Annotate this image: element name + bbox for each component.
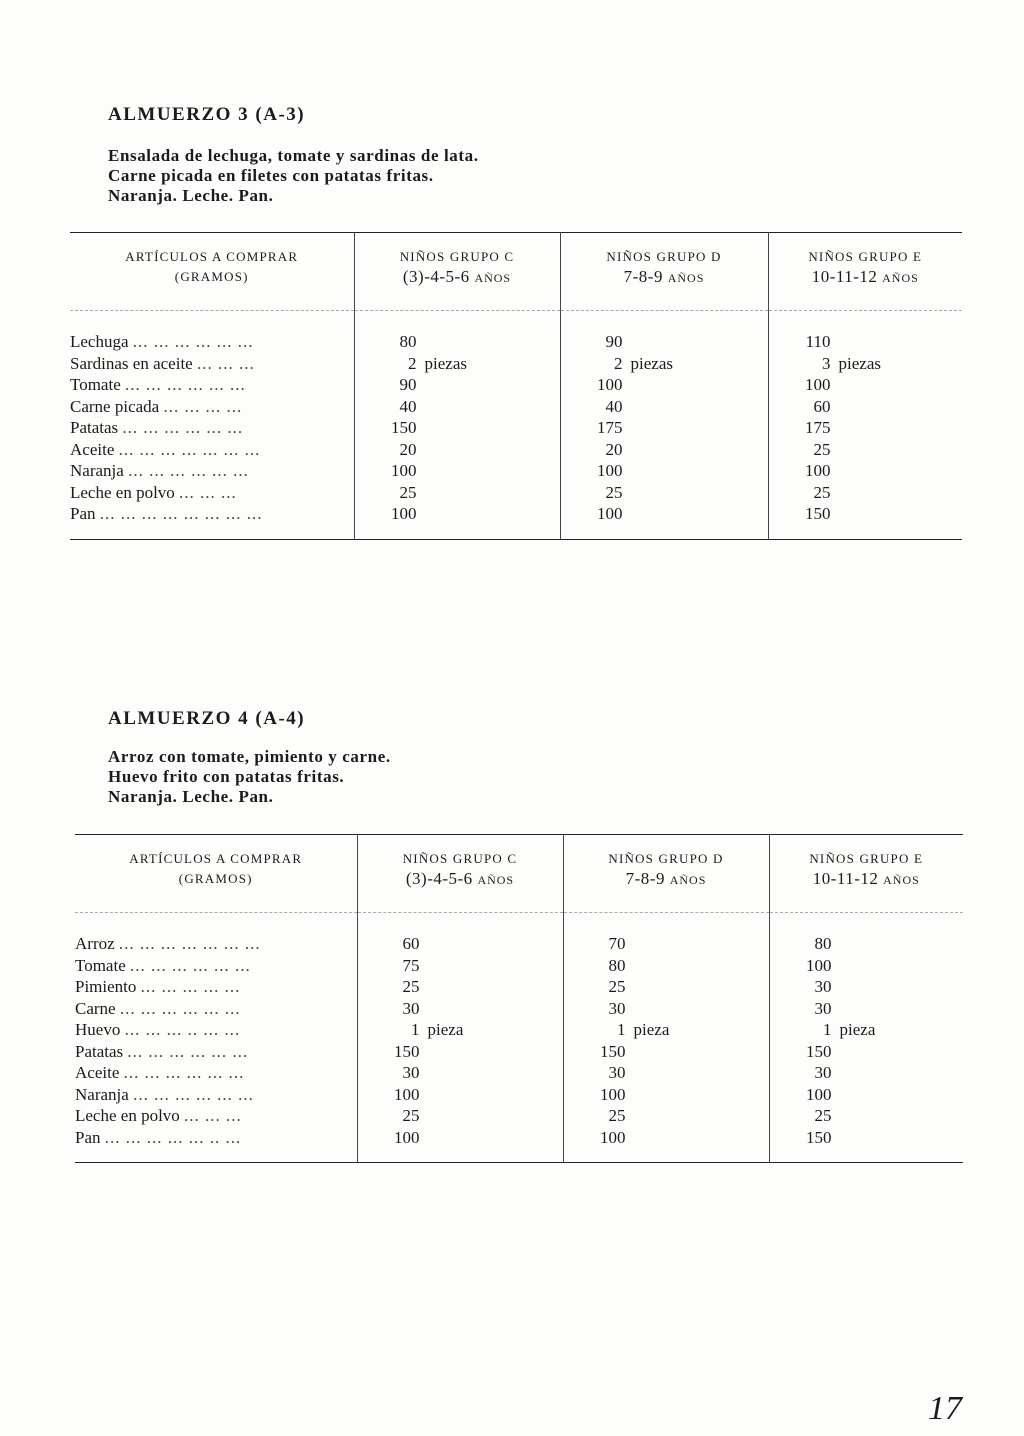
item-name: Tomate (75, 955, 126, 975)
leader-dots: ... ... ... ... ... .. ... (104, 1127, 242, 1147)
lunch4-menu-line: Arroz con tomate, pimiento y carne. (108, 747, 391, 766)
group-e-value: 150 (806, 1127, 832, 1147)
item-name: Naranja (70, 461, 124, 480)
leader-dots: ... ... ... ... ... ... (124, 375, 246, 394)
group-d-cell (563, 976, 769, 998)
leader-dots: ... ... ... ... ... ... ... ... (99, 504, 263, 523)
leader-dots: ... ... ... (179, 482, 237, 502)
group-c-cell (357, 913, 563, 955)
table-row (75, 998, 963, 1020)
group-d-value: 2 (614, 353, 623, 373)
group-e-value: 25 (813, 482, 831, 502)
item-cell (70, 417, 354, 439)
group-d-value: 1 (617, 1020, 626, 1039)
item-cell (75, 1019, 357, 1041)
table-row (70, 482, 962, 504)
table-row (70, 396, 962, 418)
header-articles-label: ARTÍCULOS A COMPRAR (129, 851, 303, 866)
leader-dots: ... ... ... ... ... (140, 977, 241, 996)
group-d-value: 90 (605, 332, 623, 351)
group-e-cell (769, 1019, 963, 1041)
header-articles (75, 835, 357, 913)
item-name: Carne (75, 998, 116, 1018)
group-e-value: 30 (814, 998, 832, 1018)
group-e-cell (769, 1105, 963, 1127)
group-c-value: 75 (402, 955, 420, 975)
group-d-value: 25 (608, 1106, 626, 1125)
table-row (75, 913, 963, 955)
item-cell (75, 1041, 357, 1063)
group-c-cell (357, 1041, 563, 1063)
group-d-cell (563, 1084, 769, 1106)
header-articles-unit: (GRAMOS) (178, 871, 253, 886)
lunch3-menu-line: Carne picada en filetes con patatas fritas. (108, 166, 434, 185)
group-e-cell (768, 396, 962, 418)
group-e-value: 3 (822, 353, 831, 373)
group-c-cell (354, 439, 560, 461)
group-d-value: 100 (597, 461, 623, 480)
group-d-cell (563, 1105, 769, 1127)
group-c-cell (354, 396, 560, 418)
group-c-value: 30 (402, 998, 420, 1018)
group-e-cell (768, 353, 962, 375)
group-c-cell (357, 998, 563, 1020)
group-c-cell (354, 503, 560, 539)
item-name: Pan (75, 1127, 101, 1147)
group-c-cell (357, 1084, 563, 1106)
group-c-value: 60 (402, 934, 420, 953)
item-cell (70, 460, 354, 482)
page-number: 17 (928, 1390, 962, 1427)
group-d-value: 25 (605, 482, 623, 502)
table-row (75, 1084, 963, 1106)
item-cell (70, 439, 354, 461)
leader-dots: ... ... ... ... ... ... (122, 418, 244, 437)
item-name: Leche en polvo (75, 1106, 180, 1125)
leader-dots: ... ... ... ... ... ... (127, 1041, 249, 1061)
header-group-e-label: NIÑOS GRUPO E (809, 851, 924, 866)
group-d-cell (560, 311, 768, 353)
group-d-cell (563, 1041, 769, 1063)
item-cell (75, 1105, 357, 1127)
group-c-unit: pieza (427, 1020, 464, 1039)
group-d-value: 30 (608, 1063, 626, 1082)
item-cell (70, 353, 354, 375)
lunch4-menu-line: Naranja. Leche. Pan. (108, 787, 274, 806)
group-d-value: 100 (597, 504, 623, 523)
header-group-c-label: NIÑOS GRUPO C (402, 851, 518, 866)
group-e-cell (769, 976, 963, 998)
leader-dots: ... ... ... ... ... ... ... (118, 934, 261, 953)
group-e-value: 175 (805, 418, 831, 437)
group-e-value: 100 (805, 375, 831, 394)
leader-dots: ... ... ... .. ... ... (124, 1020, 241, 1039)
group-c-cell (354, 417, 560, 439)
lunch3-menu (108, 146, 479, 206)
group-c-value: 20 (399, 439, 417, 459)
group-e-value: 150 (805, 504, 831, 523)
group-d-value: 70 (608, 934, 626, 953)
leader-dots: ... ... ... ... ... ... (119, 998, 241, 1018)
group-e-unit: pieza (839, 1020, 876, 1039)
lunch4-table-body (75, 913, 963, 1163)
lunch4-menu-line: Huevo frito con patatas fritas. (108, 767, 345, 786)
group-c-value: 1 (411, 1020, 420, 1039)
table-row (75, 1041, 963, 1063)
group-e-cell (768, 374, 962, 396)
group-d-cell (563, 998, 769, 1020)
group-d-value: 100 (600, 1084, 626, 1104)
group-e-value: 30 (814, 1063, 832, 1082)
group-e-cell (769, 1041, 963, 1063)
item-name: Lechuga (70, 332, 129, 351)
group-e-value: 1 (823, 1020, 832, 1039)
group-d-cell (560, 460, 768, 482)
item-cell (75, 1062, 357, 1084)
group-d-cell (560, 374, 768, 396)
group-c-value: 150 (391, 418, 417, 437)
group-e-cell (769, 1062, 963, 1084)
item-name: Patatas (75, 1041, 124, 1061)
lunch3-menu-line: Ensalada de lechuga, tomate y sardinas de lata. (108, 146, 479, 165)
group-d-cell (560, 396, 768, 418)
group-e-cell (769, 998, 963, 1020)
item-cell (75, 1127, 357, 1163)
group-e-cell (768, 439, 962, 461)
table-row (70, 439, 962, 461)
group-c-unit: piezas (424, 353, 467, 373)
group-c-value: 2 (408, 353, 417, 373)
item-name: Patatas (70, 418, 119, 437)
lunch4-title: ALMUERZO 4 (A-4) (108, 708, 306, 729)
group-c-value: 25 (399, 482, 417, 502)
leader-dots: ... ... ... (184, 1106, 242, 1125)
group-d-cell (560, 503, 768, 539)
table-row (70, 503, 962, 539)
header-articles (70, 233, 354, 311)
header-group-c-ages: (3)-4-5-6 AÑOS (405, 869, 515, 888)
group-e-value: 30 (814, 977, 832, 996)
group-e-value: 80 (814, 934, 832, 953)
header-group-e-ages: 10-11-12 AÑOS (812, 869, 920, 888)
group-e-value: 110 (805, 332, 831, 351)
group-c-value: 150 (394, 1041, 420, 1061)
leader-dots: ... ... ... ... ... ... (129, 955, 251, 975)
group-e-value: 100 (805, 461, 831, 480)
group-c-cell (354, 460, 560, 482)
item-cell (75, 998, 357, 1020)
header-group-d-label: NIÑOS GRUPO D (606, 249, 722, 264)
leader-dots: ... ... ... ... ... ... (133, 1084, 254, 1104)
group-e-cell (768, 460, 962, 482)
group-c-cell (357, 955, 563, 977)
group-e-cell (768, 417, 962, 439)
group-e-cell (769, 1084, 963, 1106)
group-e-value: 60 (813, 396, 831, 416)
group-e-value: 150 (806, 1041, 832, 1061)
item-cell (70, 482, 354, 504)
item-name: Carne picada (70, 396, 160, 416)
lunch3-table-body (70, 311, 962, 540)
group-e-cell (768, 503, 962, 539)
header-group-e-label: NIÑOS GRUPO E (808, 249, 923, 264)
group-e-cell (768, 482, 962, 504)
group-c-value: 100 (391, 504, 417, 523)
item-name: Aceite (70, 439, 115, 459)
lunch3-menu-line: Naranja. Leche. Pan. (108, 186, 274, 205)
group-d-cell (560, 353, 768, 375)
group-d-value: 20 (605, 439, 623, 459)
header-group-d-ages: 7-8-9 AÑOS (623, 267, 705, 286)
table-row (70, 374, 962, 396)
group-d-value: 30 (608, 998, 626, 1018)
header-group-d-label: NIÑOS GRUPO D (608, 851, 724, 866)
table-row (75, 976, 963, 998)
group-c-cell (354, 311, 560, 353)
group-d-value: 40 (605, 396, 623, 416)
group-d-cell (563, 1062, 769, 1084)
header-group-e-ages: 10-11-12 AÑOS (811, 267, 919, 286)
leader-dots: ... ... ... ... ... ... (128, 461, 249, 480)
header-group-d (563, 835, 769, 913)
group-c-cell (357, 1019, 563, 1041)
group-d-value: 175 (597, 418, 623, 437)
header-group-c (357, 835, 563, 913)
leader-dots: ... ... ... ... ... ... (123, 1063, 245, 1082)
group-e-cell (769, 1127, 963, 1163)
group-d-value: 150 (600, 1041, 626, 1061)
item-name: Arroz (75, 934, 115, 953)
group-d-cell (560, 439, 768, 461)
item-name: Huevo (75, 1020, 121, 1039)
header-group-c-ages: (3)-4-5-6 AÑOS (402, 267, 512, 286)
header-group-d (560, 233, 768, 311)
group-c-cell (354, 482, 560, 504)
item-cell (75, 955, 357, 977)
group-d-cell (560, 417, 768, 439)
group-c-value: 25 (402, 977, 420, 996)
header-group-c (354, 233, 560, 311)
group-c-value: 40 (399, 396, 417, 416)
group-e-value: 25 (813, 439, 831, 459)
group-c-cell (357, 1105, 563, 1127)
header-group-e (769, 835, 963, 913)
item-cell (75, 976, 357, 998)
group-c-value: 80 (399, 332, 417, 351)
leader-dots: ... ... ... ... ... ... (132, 332, 254, 351)
item-name: Naranja (75, 1084, 129, 1104)
group-d-value: 25 (608, 977, 626, 996)
table-row (75, 1127, 963, 1163)
item-name: Sardinas en aceite (70, 353, 193, 373)
group-d-unit: pieza (633, 1020, 670, 1039)
group-d-value: 80 (608, 955, 626, 975)
leader-dots: ... ... ... ... ... ... ... (118, 439, 261, 459)
group-e-cell (769, 955, 963, 977)
group-d-cell (563, 1019, 769, 1041)
group-c-cell (357, 976, 563, 998)
group-c-value: 25 (402, 1106, 420, 1125)
lunch3-title: ALMUERZO 3 (A-3) (108, 104, 306, 125)
group-d-value: 100 (600, 1127, 626, 1147)
item-cell (70, 503, 354, 539)
group-c-value: 100 (394, 1084, 420, 1104)
table-row (75, 1105, 963, 1127)
group-c-cell (354, 374, 560, 396)
group-c-value: 30 (402, 1063, 420, 1082)
group-c-value: 100 (391, 461, 417, 480)
group-d-cell (563, 955, 769, 977)
group-c-cell (354, 353, 560, 375)
table-row (75, 1019, 963, 1041)
table-row (70, 353, 962, 375)
item-cell (75, 913, 357, 955)
table-row (70, 311, 962, 353)
item-cell (75, 1084, 357, 1106)
header-group-c-label: NIÑOS GRUPO C (399, 249, 515, 264)
item-cell (70, 311, 354, 353)
group-d-cell (563, 913, 769, 955)
group-e-unit: piezas (838, 353, 881, 373)
lunch4-menu (108, 747, 391, 807)
header-group-d-ages: 7-8-9 AÑOS (625, 869, 707, 888)
item-name: Aceite (75, 1063, 120, 1082)
item-cell (70, 374, 354, 396)
leader-dots: ... ... ... ... (163, 396, 243, 416)
group-e-cell (769, 913, 963, 955)
item-name: Pan (70, 504, 96, 523)
group-e-cell (768, 311, 962, 353)
group-c-cell (357, 1062, 563, 1084)
item-name: Tomate (70, 375, 121, 394)
group-e-value: 100 (806, 955, 832, 975)
group-d-cell (563, 1127, 769, 1163)
group-c-value: 100 (394, 1127, 420, 1147)
table-row (70, 417, 962, 439)
lunch3-table (70, 232, 962, 540)
group-d-value: 100 (597, 375, 623, 394)
group-e-value: 25 (814, 1106, 832, 1125)
header-group-e (768, 233, 962, 311)
group-e-value: 100 (806, 1084, 832, 1104)
group-d-unit: piezas (630, 353, 673, 373)
group-d-cell (560, 482, 768, 504)
group-c-value: 90 (399, 375, 417, 394)
group-c-cell (357, 1127, 563, 1163)
leader-dots: ... ... ... (196, 353, 255, 373)
table-row (75, 955, 963, 977)
table-row (75, 1062, 963, 1084)
header-articles-label: ARTÍCULOS A COMPRAR (125, 249, 299, 264)
table-row (70, 460, 962, 482)
item-name: Pimiento (75, 977, 137, 996)
header-articles-unit: (GRAMOS) (174, 269, 249, 284)
item-cell (70, 396, 354, 418)
lunch4-table (75, 834, 963, 1163)
item-name: Leche en polvo (70, 482, 175, 502)
